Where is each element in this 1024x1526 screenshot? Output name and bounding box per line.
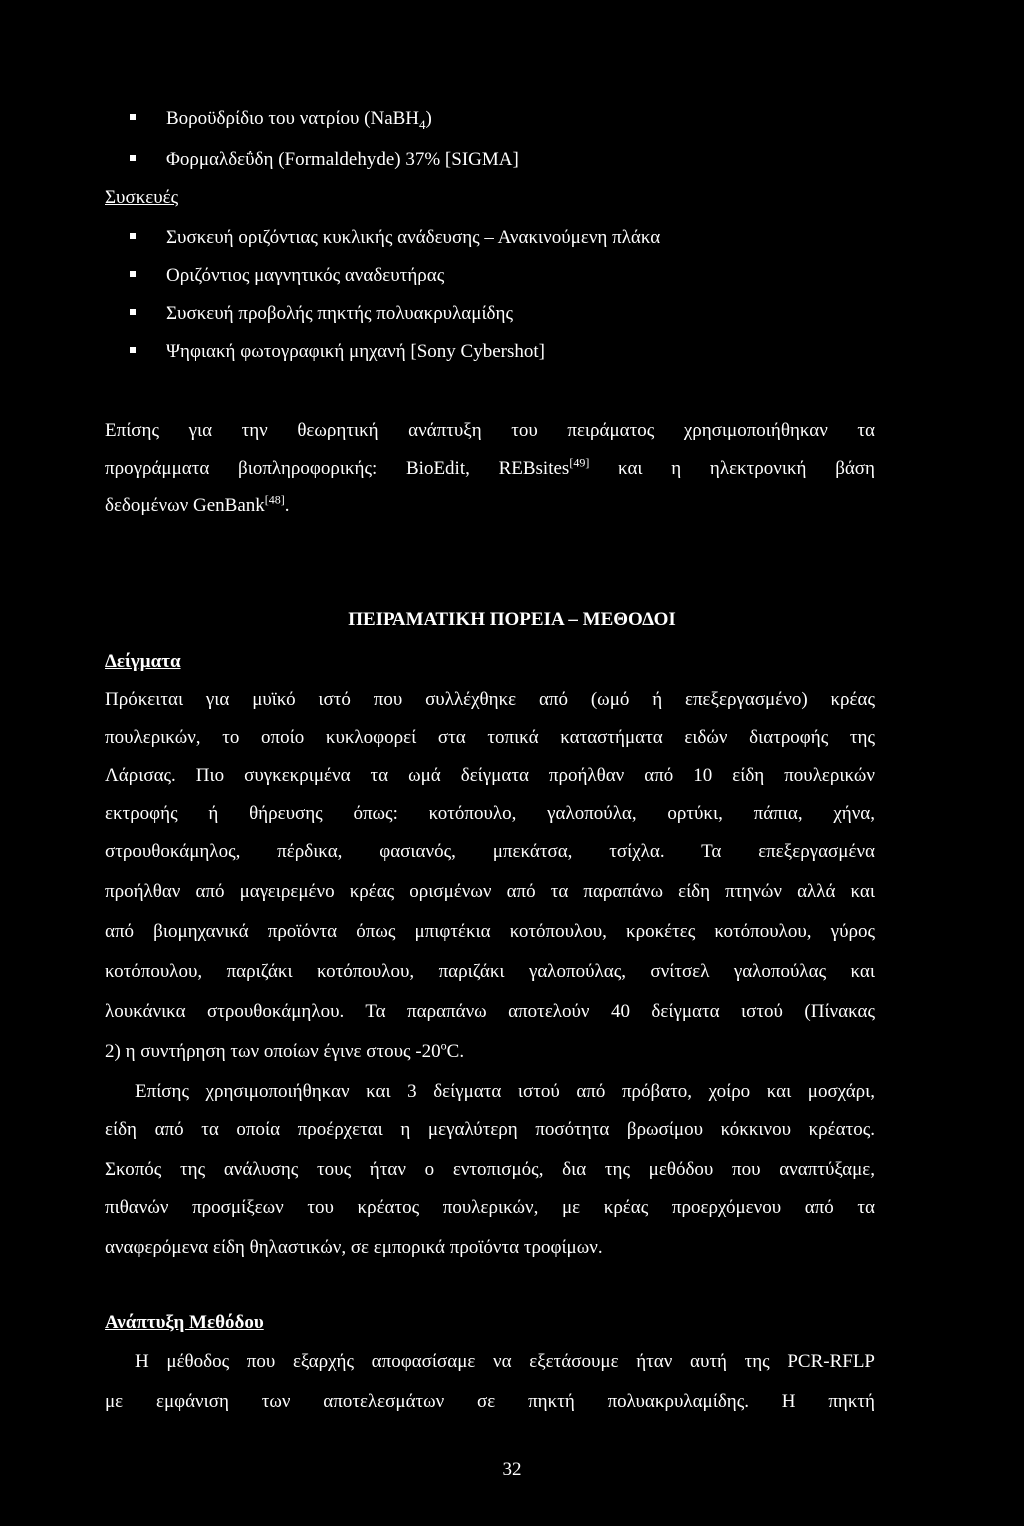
samples-line: εκτροφής ή θήρευσης όπως: κοτόπουλο, γαλοπούλα, ορτύκι, πάπια, χήνα, — [105, 803, 875, 824]
samples2-line: πιθανών προσμίξεων του κρέατος πουλερικών, με κρέας προερχόμενου από τα — [105, 1197, 875, 1218]
samples-line: από βιομηχανικά προϊόντα όπως μπιφτέκια κοτόπουλου, κροκέτες κοτόπουλου, γύρος — [105, 921, 875, 942]
equipment-item: Συσκευή οριζόντιας κυκλικής ανάδευσης – Ανακινούμενη πλάκα — [130, 226, 660, 250]
equipment-heading: Συσκευές — [105, 187, 179, 208]
samples-line: Λάρισας. Πιο συγκεκριμένα τα ωμά δείγματα προήλθαν από 10 είδη πουλερικών — [105, 765, 875, 786]
section-title: ΠΕΙΡΑΜΑΤΙΚΗ ΠΟΡΕΙΑ – ΜΕΘΟΔΟΙ — [348, 609, 676, 630]
reagent-item: Φορμαλδεΰδη (Formaldehyde) 37% [SIGMA] — [130, 148, 519, 172]
page-number: 32 — [502, 1459, 522, 1480]
bullet-icon — [130, 271, 136, 277]
samples-line: πουλερικών, το οποίο κυκλοφορεί στα τοπικά καταστήματα ειδών διατροφής της — [105, 727, 875, 748]
samples-line: κοτόπουλου, παριζάκι κοτόπουλου, παριζάκι γαλοπούλας, σνίτσελ γαλοπούλας και — [105, 961, 875, 982]
bullet-icon — [130, 347, 136, 353]
bullet-icon — [130, 155, 136, 161]
software-line: Επίσης για την θεωρητική ανάπτυξη του πειράματος χρησιμοποιήθηκαν τα — [105, 420, 875, 441]
samples-heading: Δείγματα — [105, 651, 181, 672]
equipment-item: Ψηφιακή φωτογραφική μηχανή [Sony Cybershot] — [130, 340, 545, 364]
method-line: με εμφάνιση των αποτελεσμάτων σε πηκτή πολυακρυλαμίδης. Η πηκτή — [105, 1391, 875, 1412]
method-heading: Ανάπτυξη Μεθόδου — [105, 1312, 264, 1333]
samples2-line: είδη από τα οποία προέρχεται η μεγαλύτερη ποσότητα βρωσίμου κόκκινου κρέατος. — [105, 1119, 875, 1140]
samples2-line: Σκοπός της ανάλυσης τους ήταν ο εντοπισμός, δια της μεθόδου που αναπτύξαμε, — [105, 1159, 875, 1180]
samples-line: 2) η συντήρηση των οποίων έγινε στους -20$^o$C. — [105, 1038, 465, 1062]
bullet-icon — [130, 309, 136, 315]
bullet-icon — [130, 114, 136, 120]
samples2-line: αναφερόμενα είδη θηλαστικών, σε εμπορικά προϊόντα τροφίμων. — [105, 1237, 603, 1258]
samples-line: στρουθοκάμηλος, πέρδικα, φασιανός, μπεκάτσα, τσίχλα. Τα επεξεργασμένα — [105, 841, 875, 862]
bullet-icon — [130, 233, 136, 239]
software-line: δεδομένων GenBank[48]. — [105, 492, 290, 516]
equipment-item: Οριζόντιος μαγνητικός αναδευτήρας — [130, 264, 444, 288]
samples2-line: Επίσης χρησιμοποιήθηκαν και 3 δείγματα ιστού από πρόβατο, χοίρο και μοσχάρι, — [135, 1081, 875, 1102]
software-line: προγράμματα βιοπληροφορικής: BioEdit, REBsites[49] και η ηλεκτρονική βάση — [105, 455, 875, 479]
samples-line: προήλθαν από μαγειρεμένο κρέας ορισμένων από τα παραπάνω είδη πτηνών αλλά και — [105, 881, 875, 902]
samples-line: λουκάνικα στρουθοκάμηλου. Τα παραπάνω αποτελούν 40 δείγματα ιστού (Πίνακας — [105, 1001, 875, 1022]
reagent-item: Βοροϋδρίδιο του νατρίου (NaBH$_4$) — [130, 107, 432, 131]
method-line: Η μέθοδος που εξαρχής αποφασίσαμε να εξετάσουμε ήταν αυτή της PCR-RFLP — [135, 1351, 875, 1372]
samples-line: Πρόκειται για μυϊκό ιστό που συλλέχθηκε από (ωμό ή επεξεργασμένο) κρέας — [105, 689, 875, 710]
equipment-item: Συσκευή προβολής πηκτής πολυακρυλαμίδης — [130, 302, 513, 326]
